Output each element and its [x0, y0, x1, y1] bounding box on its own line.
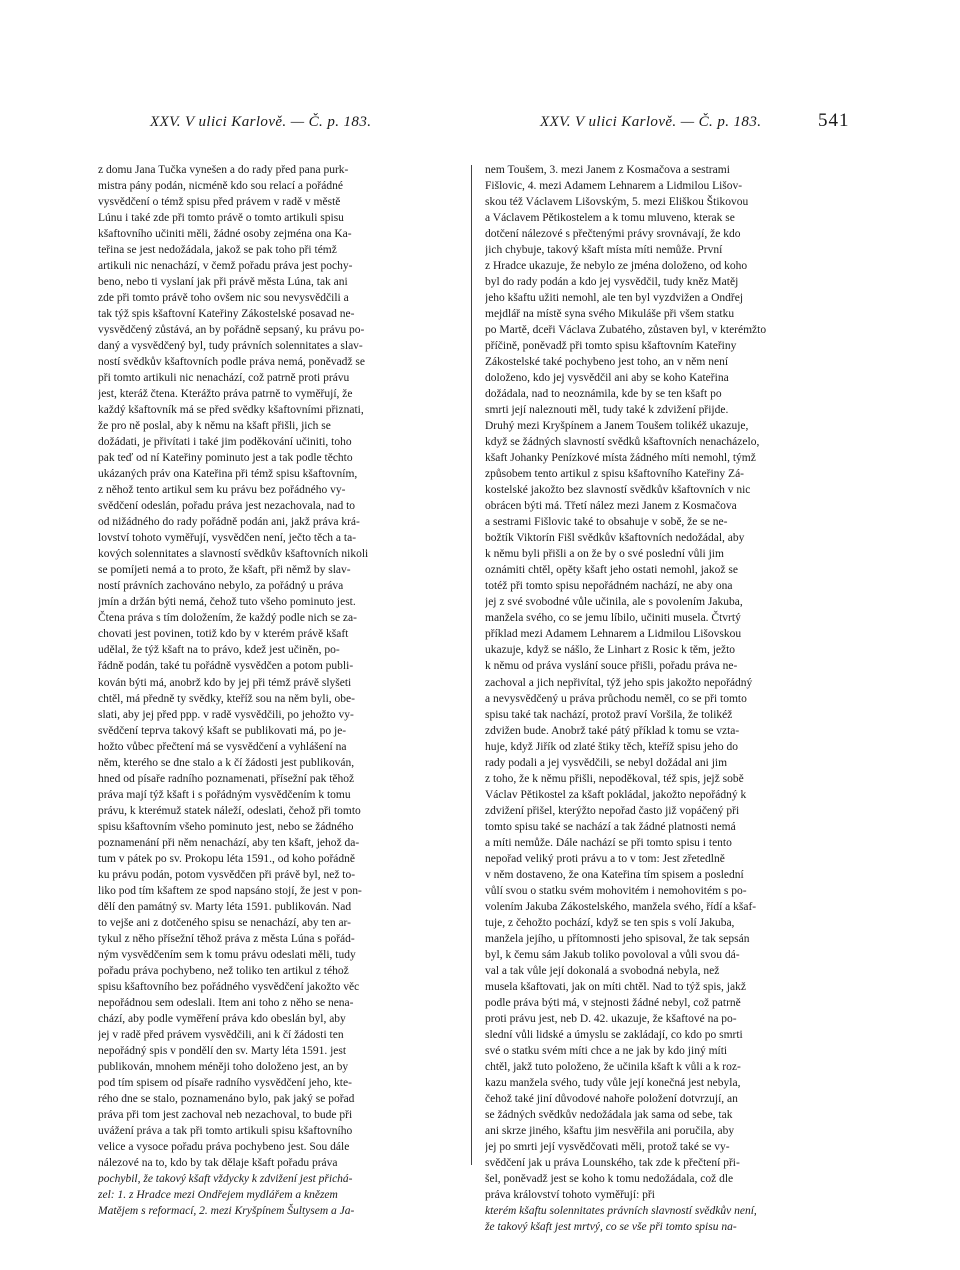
text-line: kazu manžela svého, tudy vůle její konečná jest nebyla, — [485, 1076, 741, 1089]
text-line: totéž při tomto spisu nepořádném nachází, ne aby ona — [485, 580, 733, 593]
text-line: tum v pátek po sv. Prokopu léta 1591., od koho pořádně — [98, 852, 356, 865]
text-line: manžela svého, co se jemu líbilo, učiniti musela. Čtvrtý — [485, 612, 741, 625]
text-line: z domu Jana Tučka vynešen a do rady před pana purk- — [98, 164, 349, 176]
text-line: kšaftovního učiniti měli, žádné osoby zejména ona Ka- — [98, 228, 352, 241]
text-line: chází, aby podle vyměření práva kdo obeslán byl, aby — [98, 1012, 346, 1025]
right-text-column — [485, 162, 847, 1235]
text-line: řádně podán, také tu pořádně vysvědčen a potom publi- — [98, 660, 354, 673]
text-line: z něhož tento artikul sem ku právu bez pořádného vy- — [98, 484, 346, 497]
text-line: beno, nebo ti vyslaní jak při právě města Lúna, tak ani — [98, 276, 348, 289]
text-line: rého dne se stalo, poznamenáno bylo, pak jaký se pořad — [98, 1092, 355, 1105]
text-line: z toho, že k němu přišli, nepoděkoval, též spis, jejž sobě — [485, 772, 744, 785]
text-line: mistra pány podán, nicméně kdo sou relací a pořádné — [98, 180, 343, 193]
text-line: zdvižen bude. Anobrž také pátý příklad k tomu se vzta- — [485, 724, 740, 737]
text-line: kován býti má, anobrž kdo by jej při témž právě slyšeti — [98, 676, 352, 689]
text-line: pochybil, že takový kšaft vždycky k zdvižení jest přichá- — [98, 1172, 353, 1185]
text-line: svědčení jak u práva Lounského, tak zde k přečtení při- — [485, 1156, 740, 1169]
text-line: chovati jest povinen, totiž kdo by v kterém právě kšaft — [98, 628, 349, 641]
text-line: kových solennitates a slavností svědkův kšaftovních nikoli — [98, 548, 369, 561]
text-line: manžela jejího, u přítomnosti jeho spisoval, že tak sepsán — [485, 932, 750, 945]
text-line: ku právu podán, potom vysvědčen při právě byl, než to- — [98, 868, 356, 881]
text-line: dělí den památný sv. Marty léta 1591. publikován. Nad — [98, 900, 352, 913]
text-line: zachoval a jich nepřivítal, týž jeho spis jakožto nepořádný — [485, 676, 753, 689]
text-line: ným vysvědčením sem k tomu právu odeslati měli, tudy — [98, 948, 356, 961]
text-line: spisu také tak nachází, protož praví Voršila, že tolikéž — [485, 708, 733, 721]
text-line: když se žádných slavností svědků kšaftovních nenacházelo, — [485, 436, 760, 449]
text-line: vysvědčený zůstává, an by pořádně sepsaný, ku právu po- — [98, 324, 365, 337]
left-text-column — [98, 162, 460, 1219]
text-line: smrti její naleznouti měl, tudy také k zdvižení přijde. — [485, 404, 729, 417]
text-line: právu, k kterémuž statek náleží, odeslati, čehož při tomto — [98, 804, 361, 817]
column-divider — [471, 165, 472, 1165]
text-line: lovství tohoto vyměřují, vysvědčen není, ječto těch a ta- — [98, 532, 357, 545]
running-header-right: XXV. V ulici Karlově. — Č. p. 183. — [540, 114, 762, 130]
text-line: chtěl, má předně ty svědky, kteříž sou na něm byli, obe- — [98, 692, 355, 705]
text-line: se pomíjeti nemá a to proto, že kšaft, při němž by slav- — [98, 564, 351, 577]
text-line: božtík Viktorín Fišl svědkův kšaftovních nedožádal, aby — [485, 532, 745, 545]
text-line: k němu byli přišli a on že by o své poslední vůli jim — [485, 548, 724, 561]
text-line: hožto vůbec přečtení má se vysvědčení a vyhlášení na — [98, 740, 347, 753]
text-line: jest, kteráž čtena. Kterážto práva patrně to vyměřují, že — [98, 388, 353, 401]
text-line: spisu kšaftovního bez pořádného vysvědčení jakožto věc — [98, 980, 360, 993]
text-line: rady podali a jej vysvědčili, se nebyl dožádal ani jim — [485, 756, 728, 769]
text-line: práva království tohoto vyměřují: při — [485, 1189, 655, 1201]
text-line: po Martě, dceři Václava Zubatého, zůstaven byl, v kterémžto — [485, 324, 767, 337]
text-line: artikuli nic nenachází, v čemž pořadu práva jest pochy- — [98, 260, 353, 273]
text-line: nepořad veliký proti právu a to v tom: Jest zřetedlně — [485, 852, 725, 865]
text-line: a sestrami Fišlovic také to obsahuje v sobě, že se ne- — [485, 516, 728, 529]
text-line: v něm dostaveno, že ona Kateřina tím spisem a poslední — [485, 868, 744, 881]
text-line: se žádných svědkův nedožádala jak sama od sebe, tak — [485, 1108, 733, 1121]
text-line: Čtena práva s tím doložením, že každý podle nich se za- — [98, 612, 357, 625]
text-line: poznamenání při něm nenachází, aby ten kšaft, jehož da- — [98, 836, 360, 849]
text-line: jej po smrti její vysvědčovati měli, protož také se vy- — [485, 1140, 730, 1153]
text-line: skou též Václavem Lišovským, 5. mezi Eliškou Štikovou — [485, 196, 749, 209]
text-line: Matějem s reformací, 2. mezi Kryšpínem Šultysem a Ja- — [98, 1205, 355, 1218]
text-line: a Václavem Pětikostelem a k tomu mluveno, kterak se — [485, 212, 735, 225]
text-line: slední vůli lidské a úmyslu se zakládají, co kdo po smrti — [485, 1028, 743, 1041]
text-line: musela kšaftovati, jak on míti chtěl. Nad to týž spis, jakž — [485, 980, 746, 993]
text-line: liko pod tím kšaftem ze spod napsáno stojí, že jest v pon- — [98, 884, 362, 897]
text-line: svědčení teprva takový kšaft se publikovati má, po je- — [98, 724, 347, 737]
text-line: vůlí svou o statku svém mohovitém i nemohovitém s po- — [485, 884, 747, 897]
text-line: zde při tomto právě toho ovšem nic sou nevysvědčili a — [98, 292, 349, 305]
running-header-left: XXV. V ulici Karlově. — Č. p. 183. — [150, 114, 372, 130]
text-line: práva mají týž kšaft i s pořádným vysvědčením k tomu — [98, 788, 351, 801]
text-line: příklad mezi Adamem Lehnarem a Lidmilou Lišovskou — [485, 628, 742, 641]
text-line: nálezové na to, kdo by tak dělaje kšaft pořadu práva — [98, 1156, 338, 1169]
text-line: jeho kšaftu užiti nemohl, ale ten byl vyzdvižen a Ondřej — [485, 292, 744, 305]
text-line: tak týž spis kšaftovní Kateřiny Zákostelské posavad ne- — [98, 308, 355, 321]
text-line: dotčení nálezové s přečtenými právy srovnávají, že kdo — [485, 228, 741, 241]
text-line: jmín a držán býti nemá, čehož tuto všeho pominuto jest. — [98, 596, 356, 609]
text-line: pak teď od ní Kateřiny pominuto jest a tak podle těchto — [98, 452, 353, 465]
text-line: práva při tom jest zachoval neb nezachoval, to bude při — [98, 1108, 353, 1121]
text-line: způsobem tento artikul z spisu kšaftovního Kateřiny Zá- — [485, 468, 745, 481]
text-line: od nižádného do rady pořádně podán ani, jakž práva krá- — [98, 516, 360, 529]
text-line: ností právních zachováno nebylo, za pořádný u práva — [98, 580, 344, 593]
text-line: jich chybuje, takový kšaft místa míti nemůže. První — [485, 244, 723, 257]
text-line: velice a vysoce pořadu práva pochybeno jest. Sou dále — [98, 1140, 350, 1153]
text-line: chtěl, jakž tuto položeno, že učinila kšaft k vůli a k roz- — [485, 1060, 741, 1073]
text-line: obrácen býti má. Třetí nález mezi Janem z Kosmačova — [485, 500, 737, 513]
text-line: a míti nemůže. Dále nachází se při tomto spisu i tento — [485, 836, 732, 849]
text-line: ukázaných práv ona Kateřina při témž spisu kšaftovním, — [98, 468, 358, 481]
text-line: spisu kšaftovním všeho pominuto jest, nebo se žádného — [98, 820, 354, 833]
text-line: doloženo, kdo jej vysvědčil ani aby se koho Kateřina — [485, 372, 729, 385]
text-line: pod tím spisem od písaře radního vysvědčení jeho, kte- — [98, 1076, 352, 1089]
text-line: při tomto artikuli nic nenachází, což patrně proti právu — [98, 372, 350, 385]
text-line: příčině, poněvadž při tomto spisu kšaftovním Kateřiny — [485, 340, 737, 353]
text-line: mejdlář na místě syna svého Mikuláše při všem statku — [485, 308, 735, 321]
text-line: tykul z něho přísežní těhož práva z města Lúna s pořád- — [98, 932, 355, 945]
text-line: proti právu jest, neb D. 42. ukazuje, že kšaftové na po- — [485, 1012, 737, 1025]
text-line: své o statku svém míti chce a ne jak by kdo jiný míti — [485, 1044, 728, 1057]
text-line: huje, když Jiřík od zlaté štiky těch, kteříž spisu jeho do — [485, 740, 738, 753]
text-line: něm, kterého se dne stalo a k čí žádosti jest publikován, — [98, 756, 355, 769]
text-line: vysvědčení o témž spisu před právem v radě v městě — [98, 196, 341, 209]
text-line: Fišlovic, 4. mezi Adamem Lehnarem a Lidmilou Lišov- — [485, 180, 743, 193]
text-line: teřina se jest nedožádala, jakož se pak toho při témž — [98, 244, 337, 257]
text-line: publikován, mnohem méněji toho doloženo jest, an by — [98, 1060, 349, 1073]
text-line: ani skrze jiného, kšaftu jim nesvěřila ani poručila, aby — [485, 1124, 735, 1137]
text-line: že takový kšaft jest mrtvý, co se vše při tomto spisu na- — [485, 1221, 737, 1234]
text-line: tuje, z čehožto pochází, když se ten spis s volí Jakuba, — [485, 916, 735, 929]
text-line: oznámiti chtěl, opěty kšaft jeho ostati nemohl, jakož se — [485, 564, 738, 577]
text-line: dožádala, nad to neoznámila, kde by se ten kšaft po — [485, 388, 722, 401]
text-line: a nevysvědčený u práva průchodu neměl, co se při tomto — [485, 692, 747, 705]
text-line: Druhý mezi Kryšpínem a Janem Toušem tolikéž ukazuje, — [485, 420, 749, 433]
text-line: nepořádnou sem odeslali. Item ani toho z něho se nena- — [98, 996, 354, 1009]
text-line: udělal, že týž kšaft na to právo, kdež jest učiněn, po- — [98, 644, 340, 657]
text-line: hned od písaře radního poznamenati, přísežní pak těhož — [98, 772, 355, 785]
text-line: čehož také jiní důvodové nahoře položení dotvrzují, an — [485, 1092, 738, 1105]
text-line: nepořádný spis v pondělí den sv. Marty léta 1591. jest — [98, 1044, 347, 1057]
text-line: daný a vysvědčený byl, tudy právních solennitates a slav- — [98, 340, 363, 353]
text-line: kterém kšaftu solennitates právních slavností svědkův není, — [485, 1205, 757, 1218]
text-line: Zákostelské také pochybeno jest toho, an v něm není — [485, 356, 729, 369]
text-line: že pro ně poslal, aby k němu na kšaft přišli, jich se — [98, 420, 331, 433]
text-line: svědčení odeslán, pořadu práva jest nezachovala, nad to — [98, 500, 356, 513]
page-number: 541 — [818, 110, 850, 131]
text-line: slati, aby jej před ppp. v radě vysvědčili, po jehožto vy- — [98, 708, 354, 721]
text-line: to vejše ani z dotčeného spisu se nenachází, aby ten ar- — [98, 916, 351, 929]
text-line: jej z své svobodné vůle učinila, ale s povolením Jakuba, — [485, 596, 743, 609]
text-line: kšaft Johanky Penízkové místa žádného míti nemohl, týmž — [485, 452, 756, 465]
text-line: tomto spisu také se nachází a tak žádné platnosti nemá — [485, 820, 736, 833]
text-line: k němu od práva vyslání souce přišli, pořadu práva ne- — [485, 660, 738, 673]
text-line: ukazuje, když se nášlo, že Linhart z Rosic k těm, ježto — [485, 644, 736, 657]
text-line: zdvižení přišel, kterýžto nepořad často již vopáčený při — [485, 804, 740, 817]
text-line: Václav Pětikostel za kšaft pokládal, jakožto nepořádný k — [485, 788, 747, 801]
text-line: podle práva býti má, v stejnosti žádné nebyl, což patrně — [485, 996, 741, 1009]
text-line: z Hradce ukazuje, že nebylo ze jména doloženo, od koho — [485, 260, 748, 273]
text-line: volením Jakuba Zákostelského, manžela svého, řídí a kšaf- — [485, 900, 757, 913]
text-line: pořadu práva pochybeno, než toliko ten artikul z téhož — [98, 964, 349, 977]
text-line: uvážení práva a tak při tomto artikuli spisu kšaftovního — [98, 1124, 353, 1137]
text-line: zel: 1. z Hradce mezi Ondřejem mydlářem a knězem — [98, 1189, 338, 1201]
text-line: kostelské jakožto bez slavností svědkův kšaftovních v nic — [485, 484, 751, 497]
text-line: nem Toušem, 3. mezi Janem z Kosmačova a sestrami — [485, 164, 730, 176]
text-line: ností svědkův kšaftovních podle práva nemá, poněvadž se — [98, 356, 365, 369]
text-line: byl, k čemu sám Jakub toliko povoloval a vůli svou dá- — [485, 948, 740, 961]
text-line: jej v radě před právem vysvědčili, ani k čí žádosti ten — [98, 1028, 344, 1041]
text-line: val a tak vůle její dokonalá a svobodná nebyla, než — [485, 964, 720, 977]
text-line: dožádati, je přivítati i také jim poděkování učiniti, toho — [98, 436, 352, 449]
text-line: každý kšaftovník má se před svědky kšaftovními přiznati, — [98, 404, 364, 417]
text-line: byl do rady podán a kdo jej vysvědčil, tudy kněz Matěj — [485, 276, 739, 289]
text-line: šel, poněvadž jest se koho k tomu nedožádala, což dle — [485, 1172, 734, 1185]
text-line: Lúnu i také zde při tomto právě o tomto artikuli spisu — [98, 212, 344, 225]
